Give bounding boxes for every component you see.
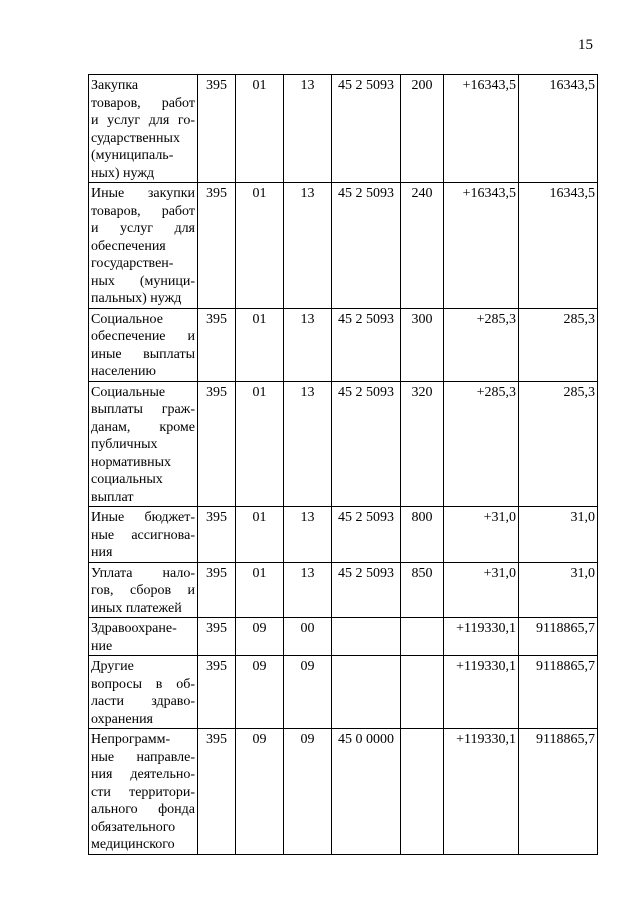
name-line: гов, сборов и [91,583,195,598]
cell-change: +16343,5 [444,75,519,183]
name-line: ния [91,545,113,560]
name-line: обеспечения [91,238,166,254]
name-line: охранения [91,711,153,727]
name-line: государствен- [91,256,174,271]
cell-total: 31,0 [519,507,598,563]
cell-target-article: 45 2 5093 [332,308,401,381]
budget-table [88,74,598,855]
name-line: ние [91,638,113,654]
cell-change: +119330,1 [444,618,519,656]
name-line: Непрограмм- [91,732,171,747]
cell-section: 01 [236,562,284,618]
table-row [89,308,598,381]
cell-subsection: 13 [284,183,332,309]
cell-grbs: 395 [198,618,236,656]
cell-target-article: 45 2 5093 [332,75,401,183]
cell-subsection: 13 [284,308,332,381]
cell-grbs: 395 [198,183,236,309]
table-row [89,75,598,183]
name-line: медицинского [91,837,175,852]
table-row [89,618,598,656]
cell-name [89,507,198,563]
page-number: 15 [578,37,593,53]
cell-subsection: 00 [284,618,332,656]
cell-target-article [332,656,401,729]
cell-expense-type: 200 [401,75,444,183]
name-line: выплат [91,489,134,505]
cell-grbs: 395 [198,75,236,183]
table-row [89,507,598,563]
table-row [89,729,598,855]
name-line: выплаты граж- [91,402,195,417]
name-line: социальных [91,472,163,487]
name-line: иных платежей [91,600,182,616]
name-line: обязательного [91,819,176,835]
table-row [89,562,598,618]
cell-subsection: 13 [284,381,332,507]
cell-target-article: 45 2 5093 [332,183,401,309]
cell-section: 01 [236,183,284,309]
cell-name [89,618,198,656]
cell-change: +119330,1 [444,729,519,855]
name-line: ния деятельно- [91,767,195,782]
cell-total: 285,3 [519,308,598,381]
name-line: Уплата нало- [91,565,195,581]
table-row [89,381,598,507]
cell-subsection: 09 [284,729,332,855]
cell-grbs: 395 [198,656,236,729]
cell-change: +31,0 [444,562,519,618]
cell-total: 285,3 [519,381,598,507]
name-line: сти территори- [91,784,195,800]
cell-section: 09 [236,729,284,855]
name-line: Социальные [91,384,166,400]
cell-target-article: 45 0 0000 [332,729,401,855]
cell-section: 01 [236,308,284,381]
cell-grbs: 395 [198,381,236,507]
name-line: ального фонда [91,802,195,817]
name-line: и услуг для го- [91,113,195,128]
table-row [89,183,598,309]
cell-expense-type: 800 [401,507,444,563]
cell-total: 31,0 [519,562,598,618]
cell-total: 16343,5 [519,75,598,183]
cell-section: 01 [236,507,284,563]
name-line: Закупка [91,78,139,93]
cell-name [89,308,198,381]
name-line: Здравоохране- [91,621,177,636]
cell-expense-type: 850 [401,562,444,618]
cell-subsection: 13 [284,75,332,183]
cell-target-article: 45 2 5093 [332,507,401,563]
name-line: ласти здраво- [91,694,195,709]
cell-expense-type [401,618,444,656]
name-line: населению [91,364,156,379]
cell-change: +119330,1 [444,656,519,729]
cell-expense-type [401,729,444,855]
name-line: Социальное [91,311,163,327]
cell-name [89,729,198,855]
cell-section: 01 [236,381,284,507]
name-line: ных (муници- [91,273,195,289]
cell-total: 9118865,7 [519,729,598,855]
cell-section: 01 [236,75,284,183]
cell-grbs: 395 [198,507,236,563]
name-line: Иные закупки [91,186,195,201]
cell-expense-type: 320 [401,381,444,507]
cell-name [89,562,198,618]
table-body [89,75,598,855]
name-line: ные ассигнова- [91,527,195,543]
cell-target-article: 45 2 5093 [332,381,401,507]
name-line: иные выплаты [91,346,195,362]
name-line: пальных) нужд [91,291,182,306]
cell-name [89,183,198,309]
name-line: вопросы в об- [91,676,195,692]
cell-change: +285,3 [444,381,519,507]
cell-section: 09 [236,618,284,656]
cell-total: 9118865,7 [519,656,598,729]
cell-expense-type [401,656,444,729]
cell-subsection: 13 [284,562,332,618]
cell-expense-type: 300 [401,308,444,381]
cell-expense-type: 240 [401,183,444,309]
cell-section: 09 [236,656,284,729]
cell-change: +16343,5 [444,183,519,309]
cell-change: +285,3 [444,308,519,381]
cell-total: 9118865,7 [519,618,598,656]
cell-name [89,381,198,507]
name-line: публичных [91,437,158,452]
cell-target-article: 45 2 5093 [332,562,401,618]
name-line: Другие [91,659,134,674]
cell-total: 16343,5 [519,183,598,309]
name-line: товаров, работ [91,95,195,111]
name-line: ные направле- [91,749,195,765]
cell-grbs: 395 [198,308,236,381]
name-line: товаров, работ [91,203,195,219]
table-row [89,656,598,729]
name-line: и услуг для [91,221,195,236]
cell-name [89,75,198,183]
name-line: данам, кроме [91,419,195,435]
name-line: сударственных [91,130,180,146]
cell-name [89,656,198,729]
name-line: Иные бюджет- [91,510,195,525]
name-line: нормативных [91,454,172,470]
cell-grbs: 395 [198,729,236,855]
name-line: обеспечение и [91,329,195,344]
cell-grbs: 395 [198,562,236,618]
cell-subsection: 09 [284,656,332,729]
name-line: ных) нужд [91,165,155,181]
name-line: (муниципаль- [91,148,174,163]
cell-change: +31,0 [444,507,519,563]
cell-subsection: 13 [284,507,332,563]
cell-target-article [332,618,401,656]
